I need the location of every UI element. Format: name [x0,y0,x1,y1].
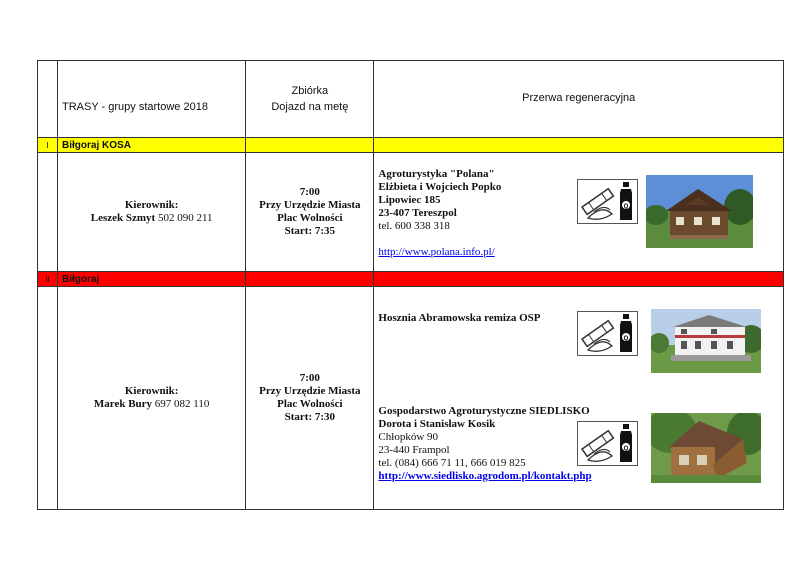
stop-link[interactable]: http://www.siedlisko.agrodom.pl/kontakt.php [378,470,592,482]
gather-square: Plac Wolności [277,398,343,410]
header-routes: TRASY - grupy startowe 2018 [58,61,246,138]
svg-text:Q: Q [624,446,629,452]
routes-table [37,60,784,510]
break-cell [374,287,784,510]
header-gathering [246,61,374,138]
stop-line: Agroturystyka "Polana" [378,168,495,180]
house-photo [646,175,753,248]
drink-bottle-icon [620,314,632,352]
stop-info [378,312,540,325]
stop-line: 23-440 Frampol [378,444,450,456]
drink-bottle-icon [620,182,632,220]
header-row [38,61,784,138]
energy-bar-icon [578,312,637,355]
stop-line [378,233,501,246]
house-photo-image [651,309,761,373]
group-number: I [38,138,58,153]
stop-line: Elżbieta i Wojciech Popko [378,181,502,193]
gathering-cell [246,153,374,272]
leader-cell [58,153,246,272]
house-photo [651,309,761,373]
group-number: II [38,272,58,287]
gathering-cell [246,287,374,510]
stop-line: tel. (084) 666 71 11, 666 019 825 [378,457,526,469]
stop-line: Chłopków 90 [378,431,439,443]
header-gathering-line1: Zbiórka [291,85,329,97]
leader-phone: 697 082 110 [154,398,210,410]
refreshment-icons [577,421,638,466]
leader-label: Kierownik: [124,199,179,211]
stop-info [378,168,501,259]
stop-line: Dorota i Stanisław Kosik [378,418,496,430]
group-band-2 [38,272,784,287]
house-photo-image [651,413,761,483]
drink-bottle-icon [620,424,632,462]
header-gathering-line2: Dojazd na metę [271,101,349,113]
leader-line [58,212,245,225]
svg-text:Q: Q [624,204,629,210]
group-row-2 [38,287,784,510]
gather-place: Przy Urzędzie Miasta [259,199,361,211]
start-time: Start: 7:30 [284,411,336,423]
energy-bar-icon [578,180,637,223]
stop-info [378,405,591,483]
break-cell [374,153,784,272]
leader-label: Kierownik: [124,385,179,397]
leader-line [58,398,245,411]
header-break: Przerwa regeneracyjna [374,61,784,138]
house-photo-image [646,175,753,248]
gather-time: 7:00 [299,186,320,198]
start-time: Start: 7:35 [284,225,336,237]
svg-text:Q: Q [624,336,629,342]
leader-name: Leszek Szmyt [90,212,156,224]
stop-line: Gospodarstwo Agroturystyczne SIEDLISKO [378,405,590,417]
stop-line: tel. 600 338 318 [378,220,450,232]
group-row-1 [38,153,784,272]
stop-line: Hosznia Abramowska remiza OSP [378,312,541,324]
group-name: Biłgoraj [58,272,246,287]
house-photo [651,413,761,483]
leader-phone: 502 090 211 [157,212,213,224]
header-cell-number [38,61,58,138]
refreshment-icons [577,179,638,224]
stop-line: Lipowiec 185 [378,194,441,206]
group-name: Biłgoraj KOSA [58,138,246,153]
gather-place: Przy Urzędzie Miasta [259,385,361,397]
stop-link[interactable]: http://www.polana.info.pl/ [378,246,495,258]
refreshment-icons [577,311,638,356]
group-band-1 [38,138,784,153]
gather-time: 7:00 [299,372,320,384]
leader-cell [58,287,246,510]
energy-bar-icon [578,422,637,465]
leader-name: Marek Bury [93,398,153,410]
stop-line: 23-407 Tereszpol [378,207,457,219]
gather-square: Plac Wolności [277,212,343,224]
